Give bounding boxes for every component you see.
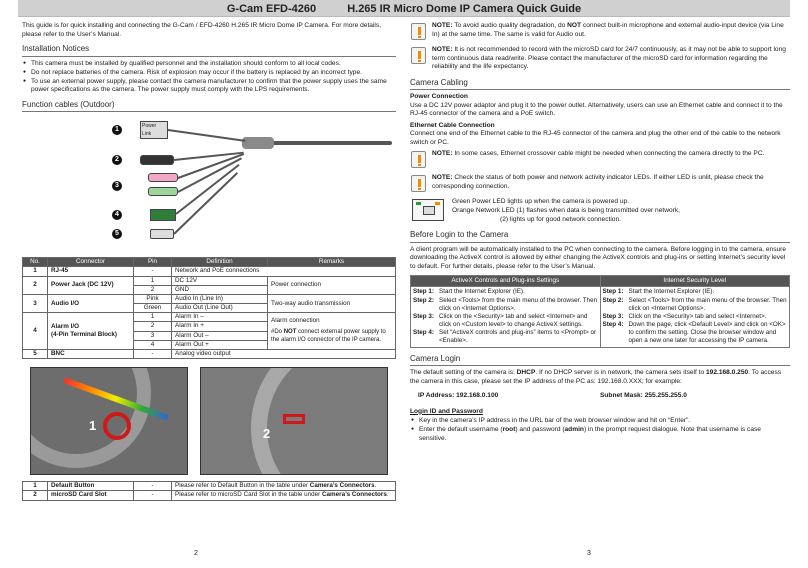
rj45-port-icon [412, 199, 444, 221]
step-text: Click on the <Security> tab and select <Internet>. [628, 312, 767, 320]
step-key: Step 2: [413, 296, 434, 304]
cell: 1 [23, 267, 48, 276]
document-title [18, 2, 790, 16]
table-row [23, 350, 396, 359]
step [413, 329, 598, 345]
cell: Alarm In – [172, 313, 268, 322]
cell: RJ-45 [48, 267, 134, 276]
cell: 2 [134, 322, 172, 331]
bnc-connector [150, 229, 174, 239]
audio-in-plug [148, 173, 178, 182]
text: NOT [283, 329, 297, 336]
text: connect built-in microphone and external audio-input device (via Line In) at the same time. The same is valid for Audio out. [432, 22, 784, 38]
text: DHCP [516, 368, 536, 376]
step-text: Click on the <Security> tab and select <Internet> and click on <Custom level> to change ActiveX settings. [439, 312, 588, 329]
step [413, 297, 598, 313]
text: It is not recommended to record with the microSD card for 24/7 continuously, as it may not be able to support long term continuous data read/write. Please contact the manufacturer of the microSD card for information regarding the reliability and the life expectancy. [432, 46, 786, 71]
led-indicator-info [410, 198, 790, 224]
cell: Green [134, 304, 172, 313]
alarm-wire [175, 164, 239, 215]
cell: GND [172, 285, 268, 294]
step-key: Step 1: [602, 288, 624, 296]
cell: 5 [23, 350, 48, 359]
callout-1: 1 [112, 125, 122, 135]
camera-login-heading: Camera Login [410, 354, 790, 366]
cell: 2 [23, 491, 48, 500]
dome-rim [251, 367, 388, 475]
callout-4: 4 [112, 210, 122, 220]
cell: - [134, 267, 172, 276]
col-pin: Pin [134, 258, 172, 267]
text: #Do [271, 329, 284, 336]
cell [268, 313, 396, 350]
note-leds [410, 174, 790, 192]
guide-title: H.265 IR Micro Dome IP Camera Quick Guide [347, 3, 582, 15]
notices-heading: Installation Notices [22, 44, 396, 56]
text: Please refer to microSD Card Slot in the table under [175, 491, 322, 499]
cell: Pink [134, 294, 172, 303]
cell: Analog video output [172, 350, 396, 359]
cell: Audio I/O [48, 294, 134, 312]
cabling-heading: Camera Cabling [410, 78, 790, 90]
cell: 1 [23, 482, 48, 491]
alarm-remark: Alarm connection [271, 317, 320, 325]
cell: BNC [48, 350, 134, 359]
cable-strain-relief [242, 137, 274, 149]
step-text: Start the Internet Explorer (IE). [628, 288, 715, 296]
list-item [410, 426, 790, 443]
warning-icon [411, 175, 426, 192]
table-row [23, 313, 396, 322]
list-item: ● Key in the camera’s IP address in the URL bar of the web browser window and hit on “Enter”. [410, 417, 790, 426]
text: The default setting of the camera is: [410, 368, 517, 376]
alarm-io-label: Alarm I/O [51, 322, 79, 330]
cell: microSD Card Slot [48, 491, 134, 500]
step-text: Select <Tools> from the main menu of the browser. Then click on <Internet Options>. [439, 296, 598, 312]
led-line: Orange Network LED (1) flashes when data is being transmitted over network, [452, 207, 680, 215]
cell: 2 [23, 276, 48, 294]
warning-icon [411, 23, 426, 40]
table-row [23, 294, 396, 303]
led-line: Green Power LED lights up when the camera is powered up. [452, 198, 630, 206]
text: 192.168.0.250 [706, 368, 749, 376]
text: To avoid audio quality degradation, do [452, 22, 568, 29]
cell: - [134, 350, 172, 359]
page-number-left: 2 [194, 550, 198, 557]
cell: 1 [134, 276, 172, 285]
warning-icon [411, 47, 426, 64]
table-row [23, 276, 396, 285]
cell: Audio Out (Line Out) [172, 304, 268, 313]
step-key: Step 4: [413, 329, 434, 337]
right-page [410, 22, 790, 446]
step-key: Step 1: [413, 288, 434, 296]
text: admin [564, 426, 584, 434]
text: Check the status of both power and network activity indicator LEDs. If either LED is unlit, please check the corresponding connection. [432, 174, 764, 191]
callout-3: 3 [112, 181, 122, 191]
step-text: Set “ActiveX controls and plug-ins” items to <Prompt> or <Enable>. [439, 329, 597, 345]
intro-text: This guide is for quick installing and connecting the G-Cam / EFD-4260 H.265 IR Micro Dome IP Camera. For more details, please refer to the User’s Manual. [22, 22, 382, 38]
step [413, 288, 598, 296]
cell [48, 313, 134, 350]
step-text: Select <Tools> from the main menu of the browser. Then click on <Internet Options>. [628, 296, 787, 312]
step [603, 321, 788, 346]
main-cable [272, 141, 392, 145]
login-steps [410, 417, 790, 443]
cell [600, 287, 790, 347]
step-key: Step 4: [602, 321, 624, 329]
callout-5: 5 [112, 229, 122, 239]
cell: 3 [23, 294, 48, 312]
cell: 2 [134, 285, 172, 294]
default-button-photo [30, 367, 188, 475]
notices-list [22, 60, 396, 95]
col-connector: Connector [48, 258, 134, 267]
steps-table [410, 275, 790, 347]
function-cables-diagram [22, 115, 396, 253]
power-connection-text: Use a DC 12V power adaptor and plug it to the power outlet. Alternatively, users can use an Ethernet cable and connect it to the RJ-45 connector of the camera and a PoE switch. [410, 101, 783, 118]
bnc-wire [173, 172, 238, 235]
note-microsd [410, 46, 790, 72]
cell: Network and PoE connections [172, 267, 396, 276]
callout-2: 2 [112, 155, 122, 165]
cell: - [134, 482, 172, 491]
list-item: ● This camera must be installed by qualified personnel and the installation should conform to all local codes. [22, 60, 396, 69]
alarm-io-sublabel: (4-Pin Terminal Block) [51, 331, 118, 339]
microsd-slot-highlight [283, 414, 305, 424]
text: In some cases, Ethernet crossover cable might be needed when connecting the camera directly to the PC. [452, 150, 765, 158]
link-led-label: Link [142, 131, 152, 138]
page-number-right: 3 [587, 550, 591, 557]
left-page [22, 22, 396, 501]
cell [411, 287, 601, 347]
cables-heading: Function cables (Outdoor) [22, 100, 396, 112]
camera-photos [22, 367, 396, 475]
cell: 3 [134, 331, 172, 340]
power-jack [140, 155, 174, 165]
text: Camera’s Connectors [309, 482, 375, 490]
note-label: NOTE: [432, 46, 453, 53]
photo-callout-2: 2 [263, 426, 271, 442]
text: ) in the prompt request dialogue. Note that username is case sensitive. [419, 426, 761, 442]
power-connection-heading: Power Connection [410, 93, 468, 101]
warning-icon [411, 151, 426, 168]
text: Enter the default username ( [419, 426, 503, 434]
text: . [374, 482, 377, 490]
col-security-level: Internet Security Level [600, 276, 790, 287]
cell: Alarm Out – [172, 331, 268, 340]
cell [172, 491, 396, 500]
step [603, 313, 788, 321]
cell: 4 [134, 340, 172, 349]
alarm-warning [271, 329, 392, 345]
step-key: Step 3: [602, 312, 624, 320]
cell: Alarm In + [172, 322, 268, 331]
microsd-slot-photo [200, 367, 388, 475]
model-name: G-Cam EFD-4260 [226, 3, 317, 15]
cell: - [134, 491, 172, 500]
text: root [502, 426, 516, 434]
text: . If no DHCP server is in network, the camera sets itself to [535, 368, 706, 376]
text: Please refer to Default Button in the table under [175, 482, 310, 490]
text: connect external power supply to the alarm I/O connector of the IP camera. [271, 329, 386, 344]
before-login-text: A client program will be automatically installed to the PC when connecting to the camera. Before logging in to the camera, ensure downloading the ActiveX control is allowed by either changing the ActiveX controls and plug-ins or setting Internet’s security level to default. For further details, please refer to the User’s Manual. [410, 245, 787, 270]
power-led-label: Power [142, 123, 157, 130]
ip-address-example: IP Address: 192.168.0.100 [418, 392, 499, 400]
text: Camera’s Connectors [322, 491, 387, 499]
text: . To access the camera in this case, please set the IP address of the PC as: 192.168.0.XXX; for example: [410, 368, 782, 385]
note-crossover [410, 150, 790, 168]
step-text: Down the page, click <Default Level> and click on <OK> to confirm the setting. Close the browser window and open a new one later for accessing the IP camera. [628, 321, 786, 345]
text: NOT [567, 22, 582, 29]
camera-login-text [410, 369, 790, 386]
photo-callout-1: 1 [89, 418, 97, 434]
col-remarks: Remarks [268, 258, 396, 267]
table-row [23, 482, 396, 491]
led-line: (2) lights up for good network connection. [500, 215, 621, 223]
note-audio [410, 22, 790, 40]
bottom-table [22, 481, 396, 500]
cell [172, 482, 396, 491]
note-label: NOTE: [432, 22, 453, 29]
before-login-heading: Before Login to the Camera [410, 230, 790, 242]
cables-table [22, 257, 396, 359]
table-row [23, 267, 396, 276]
subnet-mask-example: Subnet Mask: 255.255.255.0 [600, 392, 687, 400]
ethernet-connection-text: Connect one end of the Ethernet cable to the RJ-45 connector of the camera and plug the other end of the cable to the network switch or PC. [410, 130, 781, 146]
step [603, 288, 788, 296]
text: . [386, 491, 389, 499]
ethernet-connection-heading: Ethernet Cable Connection [410, 121, 495, 129]
text: ) and password ( [515, 426, 565, 434]
cell: 4 [23, 313, 48, 350]
audio-out-plug [148, 187, 178, 196]
cell: Default Button [48, 482, 134, 491]
step-key: Step 3: [413, 312, 434, 320]
cell: Power connection [268, 276, 396, 294]
cell: Two-way audio transmission [268, 294, 396, 312]
alarm-terminal-block [150, 209, 176, 221]
step [413, 313, 598, 329]
header-bar [18, 0, 790, 17]
list-item: ● Do not replace batteries of the camera. Risk of explosion may occur if the battery is replaced by an incorrect type. [22, 69, 396, 78]
list-item: ● To use an external power supply, please contact the camera manufacturer to confirm that the power supply uses the same power specifications as the camera. The power supply must comply with the LPS requirements. [22, 78, 396, 95]
note-label: NOTE: [432, 174, 453, 182]
cell: DC 12V [172, 276, 268, 285]
col-no: No. [23, 258, 48, 267]
rj45-wire [168, 129, 246, 142]
step-key: Step 2: [602, 296, 624, 304]
login-id-heading: Login ID and Password [410, 407, 483, 415]
cell: 1 [134, 313, 172, 322]
example-address [418, 392, 790, 401]
cell: Alarm Out + [172, 340, 268, 349]
note-label: NOTE: [432, 150, 453, 158]
col-activex: ActiveX Controls and Plug-ins Settings [411, 276, 601, 287]
step-text: Start the Internet Explorer (IE). [439, 288, 525, 296]
table-row [23, 491, 396, 500]
cell: Audio In (Line In) [172, 294, 268, 303]
step [603, 297, 788, 313]
table-row [411, 287, 790, 347]
col-definition: Definition [172, 258, 268, 267]
cell: Power Jack (DC 12V) [48, 276, 134, 294]
